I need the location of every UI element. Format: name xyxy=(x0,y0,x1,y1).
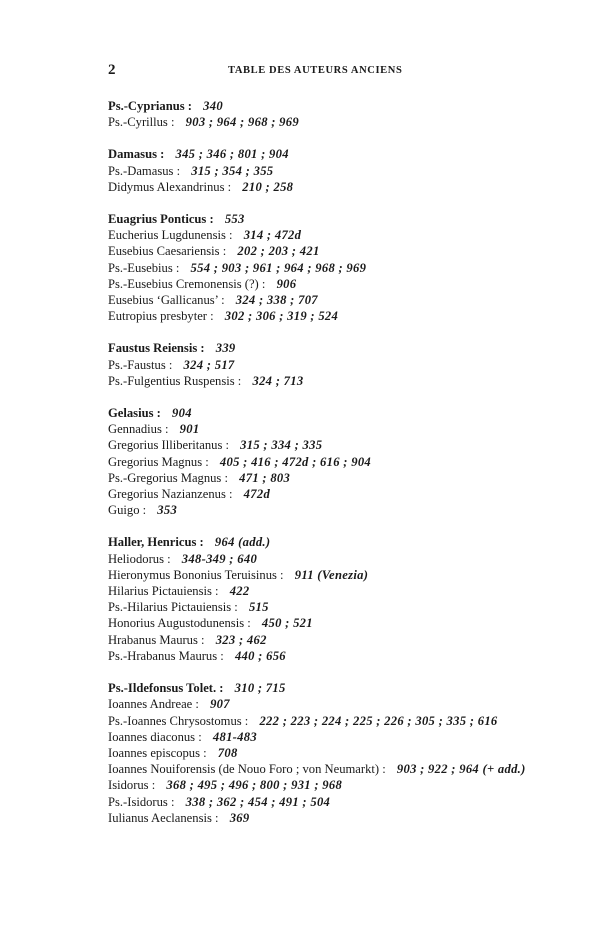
author-name: Ps.-Cyrillus : xyxy=(108,115,175,130)
index-entry xyxy=(108,745,538,761)
author-name: Damasus : xyxy=(108,147,165,162)
reference-numbers: 405 ; 416 ; 472d ; 616 ; 904 xyxy=(219,454,372,469)
author-name: Haller, Henricus : xyxy=(108,535,204,550)
reference-numbers: 422 xyxy=(229,584,250,599)
reference-numbers: 315 ; 334 ; 335 xyxy=(240,438,323,453)
index-entry xyxy=(108,437,538,453)
index-entry xyxy=(108,405,538,421)
author-name: Ps.-Fulgentius Ruspensis : xyxy=(108,373,242,388)
reference-numbers: 450 ; 521 xyxy=(261,616,313,631)
index-entry xyxy=(108,163,538,179)
index-entry xyxy=(108,713,538,729)
reference-numbers: 340 xyxy=(203,99,223,113)
reference-numbers: 339 xyxy=(215,341,236,356)
index-entry xyxy=(108,729,538,745)
index-entry xyxy=(108,567,538,583)
index-entry xyxy=(108,470,538,486)
author-name: Iulianus Aeclanensis : xyxy=(108,810,219,825)
reference-numbers: 481-483 xyxy=(212,729,257,744)
author-name: Didymus Alexandrinus : xyxy=(108,179,232,194)
reference-numbers: 368 ; 495 ; 496 ; 800 ; 931 ; 968 xyxy=(166,778,343,793)
author-name: Gelasius : xyxy=(108,406,161,421)
reference-numbers: 369 xyxy=(229,810,250,825)
reference-numbers: 903 ; 922 ; 964 (+ add.) xyxy=(396,762,526,777)
index-entry xyxy=(108,551,538,567)
author-name: Eutropius presbyter : xyxy=(108,309,214,324)
index-entry xyxy=(108,534,538,550)
author-name: Ps.-Faustus : xyxy=(108,357,173,372)
author-name: Ps.-Hrabanus Maurus : xyxy=(108,648,224,663)
author-name: Ioannes diaconus : xyxy=(108,729,202,744)
letter-group xyxy=(108,211,538,324)
author-name: Ioannes Nouiforensis (de Nouo Foro ; von Neumarkt) : xyxy=(108,762,386,777)
author-name: Ps.-Ioannes Chrysostomus : xyxy=(108,713,249,728)
reference-numbers: 471 ; 803 xyxy=(239,470,291,485)
reference-numbers: 906 xyxy=(276,276,297,291)
author-name: Eusebius ‘Gallicanus’ : xyxy=(108,293,225,308)
reference-numbers: 202 ; 203 ; 421 xyxy=(237,244,320,259)
reference-numbers: 472d xyxy=(243,487,271,502)
reference-numbers: 222 ; 223 ; 224 ; 225 ; 226 ; 305 ; 335 ; 616 xyxy=(259,713,498,728)
index-entry xyxy=(108,357,538,373)
author-name: Ps.-Gregorius Magnus : xyxy=(108,470,228,485)
page-number: 2 xyxy=(108,62,116,78)
reference-numbers: 903 ; 964 ; 968 ; 969 xyxy=(185,115,299,130)
letter-group xyxy=(108,534,538,664)
reference-numbers: 964 (add.) xyxy=(214,535,271,550)
author-name: Ps.-Eusebius : xyxy=(108,260,180,275)
author-name: Ps.-Isidorus : xyxy=(108,794,175,809)
index-entry xyxy=(108,421,538,437)
reference-numbers: 324 ; 338 ; 707 xyxy=(235,293,318,308)
index-entry xyxy=(108,260,538,276)
letter-group xyxy=(108,98,538,130)
index-entry xyxy=(108,696,538,712)
reference-numbers: 210 ; 258 xyxy=(242,179,294,194)
author-name: Hieronymus Bononius Teruisinus : xyxy=(108,567,284,582)
author-name: Isidorus : xyxy=(108,778,156,793)
letter-group xyxy=(108,680,538,826)
reference-numbers: 302 ; 306 ; 319 ; 524 xyxy=(224,309,339,324)
letter-group xyxy=(108,146,538,195)
reference-numbers: 911 (Venezia) xyxy=(294,567,369,582)
index-entry xyxy=(108,599,538,615)
index-entry xyxy=(108,486,538,502)
author-name: Ps.-Ildefonsus Tolet. : xyxy=(108,681,224,696)
index-entry xyxy=(108,761,538,777)
index-entry xyxy=(108,615,538,631)
reference-numbers: 708 xyxy=(217,745,238,760)
reference-numbers: 907 xyxy=(210,697,230,712)
index-entry xyxy=(108,227,538,243)
reference-numbers: 314 ; 472d xyxy=(243,228,302,243)
index-entry xyxy=(108,502,538,518)
author-name: Hilarius Pictauiensis : xyxy=(108,584,219,599)
author-name: Gregorius Magnus : xyxy=(108,454,209,469)
reference-numbers: 345 ; 346 ; 801 ; 904 xyxy=(175,147,289,162)
author-name: Gregorius Illiberitanus : xyxy=(108,438,230,453)
index-entry xyxy=(108,114,538,130)
reference-numbers: 440 ; 656 xyxy=(234,648,286,663)
author-name: Gregorius Nazianzenus : xyxy=(108,487,233,502)
page-header xyxy=(108,62,528,82)
author-name: Gennadius : xyxy=(108,422,169,437)
author-name: Faustus Reiensis : xyxy=(108,341,205,356)
index-entry xyxy=(108,292,538,308)
reference-numbers: 515 xyxy=(248,600,269,615)
index-entry xyxy=(108,373,538,389)
index-entry xyxy=(108,680,538,696)
letter-group xyxy=(108,340,538,389)
index-entry xyxy=(108,454,538,470)
index-entry xyxy=(108,810,538,826)
reference-numbers: 324 ; 713 xyxy=(252,373,304,388)
index-entry xyxy=(108,308,538,324)
index-entry xyxy=(108,648,538,664)
author-name: Euagrius Ponticus : xyxy=(108,212,214,227)
reference-numbers: 338 ; 362 ; 454 ; 491 ; 504 xyxy=(185,794,331,809)
author-name: Honorius Augustodunensis : xyxy=(108,616,251,631)
author-name: Ioannes episcopus : xyxy=(108,745,207,760)
author-name: Guigo : xyxy=(108,503,147,518)
author-name: Ps.-Hilarius Pictauiensis : xyxy=(108,600,238,615)
author-index xyxy=(108,98,538,842)
index-entry xyxy=(108,146,538,162)
index-entry xyxy=(108,211,538,227)
reference-numbers: 324 ; 517 xyxy=(183,357,235,372)
reference-numbers: 901 xyxy=(179,422,200,437)
running-title: TABLE DES AUTEURS ANCIENS xyxy=(228,65,403,76)
index-entry xyxy=(108,340,538,356)
index-entry xyxy=(108,98,538,114)
reference-numbers: 554 ; 903 ; 961 ; 964 ; 968 ; 969 xyxy=(190,260,367,275)
index-entry xyxy=(108,794,538,810)
author-name: Ps.-Damasus : xyxy=(108,163,181,178)
reference-numbers: 348-349 ; 640 xyxy=(181,551,258,566)
index-entry xyxy=(108,632,538,648)
author-name: Hrabanus Maurus : xyxy=(108,632,205,647)
index-entry xyxy=(108,583,538,599)
author-name: Ioannes Andreae : xyxy=(108,697,199,712)
reference-numbers: 553 xyxy=(224,212,245,227)
reference-numbers: 323 ; 462 xyxy=(215,632,267,647)
index-entry xyxy=(108,276,538,292)
author-name: Ps.-Eusebius Cremonensis (?) : xyxy=(108,276,266,291)
author-name: Eusebius Caesariensis : xyxy=(108,244,227,259)
author-name: Eucherius Lugdunensis : xyxy=(108,228,233,243)
index-entry xyxy=(108,179,538,195)
index-entry xyxy=(108,243,538,259)
reference-numbers: 353 xyxy=(157,503,178,518)
reference-numbers: 904 xyxy=(172,406,192,421)
reference-numbers: 315 ; 354 ; 355 xyxy=(191,163,274,178)
index-entry xyxy=(108,777,538,793)
letter-group xyxy=(108,405,538,518)
reference-numbers: 310 ; 715 xyxy=(234,681,286,696)
author-name: Ps.-Cyprianus : xyxy=(108,99,192,113)
author-name: Heliodorus : xyxy=(108,551,171,566)
